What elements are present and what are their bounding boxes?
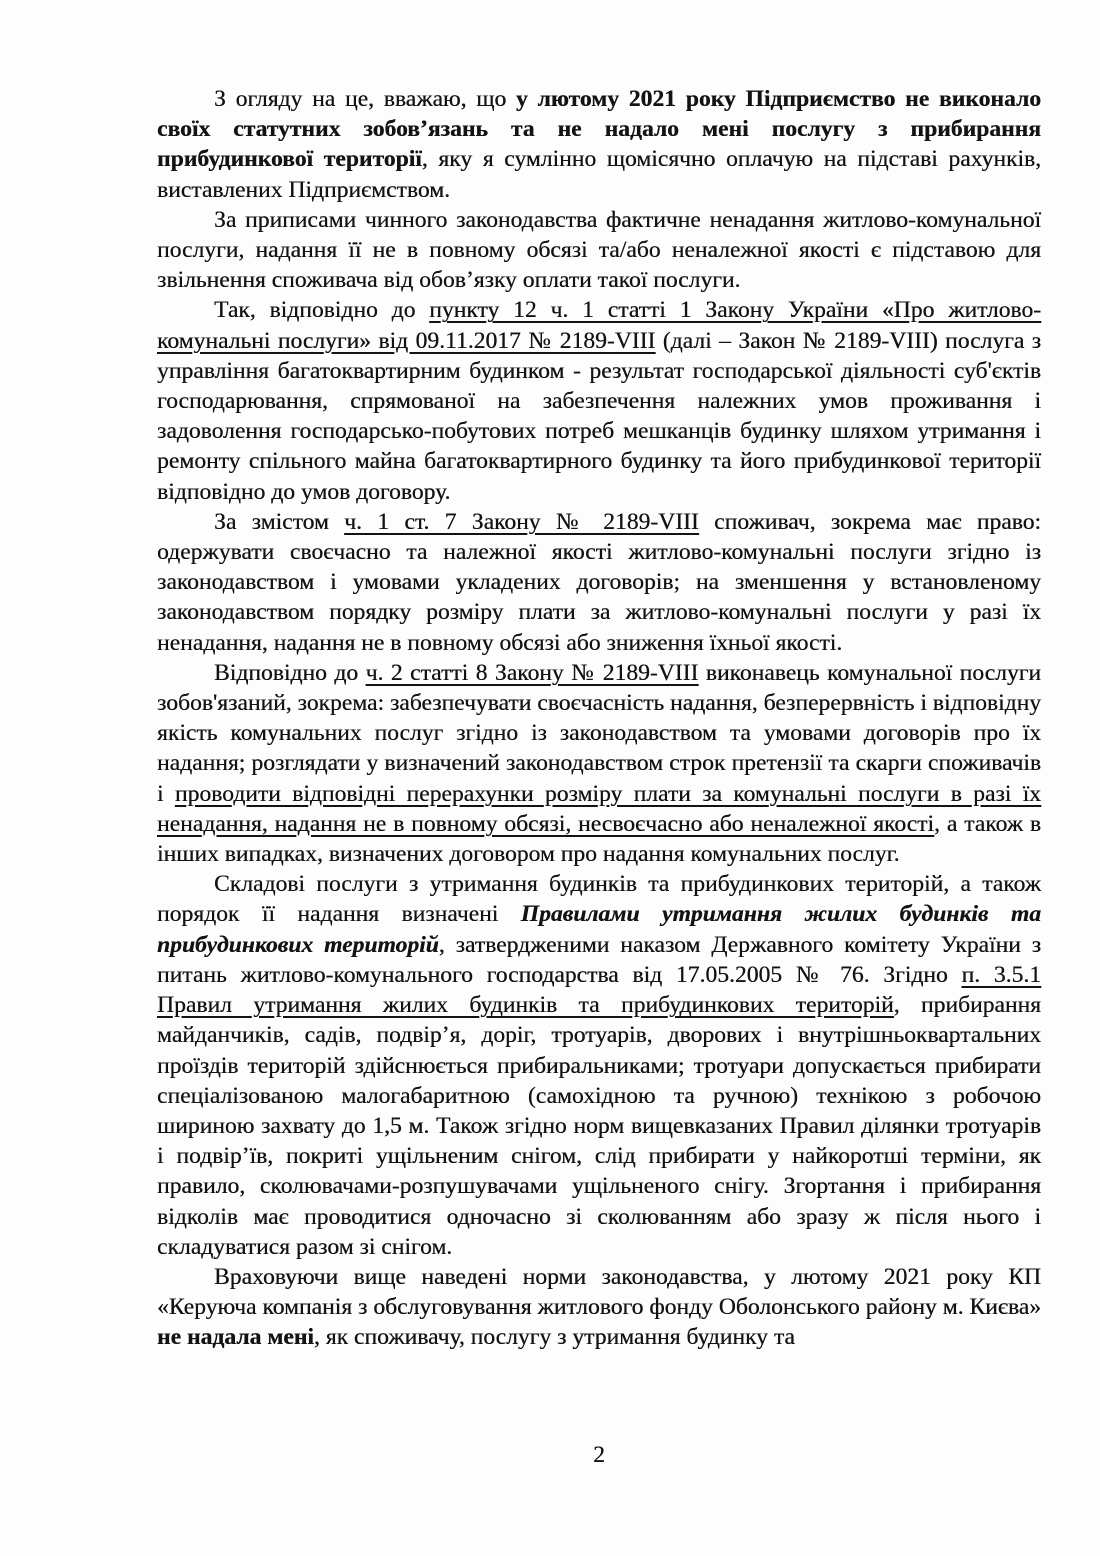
text-run: , а також в інших випадках, визначених договором про надання комунальних послуг. [157,810,1041,868]
text-run: ч. 1 ст. 7 Закону № 2189-VIII [344,508,699,535]
paragraph [157,507,1041,658]
text-run: пункту 12 ч. 1 статті 1 Закону України «Про житлово-комунальні послуги» від 09.11.2017 № 2189-VIII [157,297,1042,354]
text-run: виконавець комунальної послуги зобов'язаний, зокрема: забезпечувати своєчасність надання, безперервність і відповідну якість комунальних послуг згідно із законодавством та умовами договорів про їх надання; розглядати у визначений законодавством строк претензії та скарги споживачів і [157,659,1041,807]
text-run: у лютому 2021 року Підприємство не виконало своїх статутних зобов’язань та не надало мені послугу з прибирання прибудинкової території [157,86,1041,173]
text-run: З огляду на це, вважаю, що [214,86,516,112]
text-run: ч. 2 статті 8 Закону № 2189-VIII [365,659,699,686]
paragraph [157,658,1041,869]
text-run: , як споживачу, послугу з утримання будинку та [313,1324,795,1351]
text-run: Правилами утримання жилих будинків та прибудинкових територій [157,901,1041,958]
text-run: Враховуючи вище наведені норми законодавства, у лютому 2021 року КП «Керуюча компанія з обслуговування житлового фонду Оболонського району м. Києва» [157,1263,1041,1321]
text-run: За змістом [214,508,345,535]
text-run: проводити відповідні перерахунки розміру плати за комунальні послуги в разі їх ненадання, надання не в повному обсязі, несвоєчасно або неналежної якості [157,780,1041,837]
paragraph [157,295,1041,506]
paragraph [157,205,1041,296]
document-body [157,84,1041,1353]
text-run: споживач, зокрема має право: одержувати своєчасно та належної якості житлово-комунальні послуги згідно із законодавством і умовами укладених договорів; на зменшення у встановленому законодавством порядку розміру плати за житлово-комунальні послуги у разі їх ненадання, надання не в повному обсязі або зниження їхньої якості. [157,508,1041,656]
page-number: 2 [593,1442,605,1468]
paragraph [157,869,1041,1262]
paragraph [157,1262,1041,1353]
text-run: п. 3.5.1 Правил утримання жилих будинків та прибудинкових територій [157,961,1041,1019]
text-run: не надала мені [157,1324,314,1351]
text-run: , затвердженими наказом Державного комітету України з питань житлово-комунального господарства від 17.05.2005 № 76. Згідно [157,931,1041,988]
text-run: Відповідно до [214,659,366,686]
text-run: Складові послуги з утримання будинків та прибудинкових територій, а також порядок її надання визначені [157,871,1041,928]
text-run: (далі – Закон № 2189-VIII) послуга з управління багатоквартирним будинком - результат господарської діяльності суб'єктів господарювання, спрямованої на забезпечення належних умов проживання і задоволення господарсько-побутових потреб мешканців будинку шляхом утримання і ремонту спільного майна багатоквартирного будинку та його прибудинкової території відповідно до умов договору. [157,327,1042,505]
text-run: , прибирання майданчиків, садів, подвір’я, доріг, тротуарів, дворових і внутрішньоквартальних проїздів територій здійснюється прибиральниками; тротуари допускається прибирати спеціалізованою малогабаритною (самохідною та ручною) технікою з робочою шириною захвату до 1,5 м. Також згідно норм вищевказаних Правил ділянки тротуарів і подвір’їв, покриті ущільненим снігом, слід прибирати у найкоротші терміни, як правило, сколювачами-розпушувачами ущільненого снігу. Згортання і прибирання відколів має проводитися одночасно зі сколюванням або зразу ж після нього і складуватися разом зі снігом. [157,992,1041,1260]
paragraph [157,84,1041,205]
text-run: За приписами чинного законодавства фактичне ненадання житлово-комунальної послуги, надання її не в повному обсязі та/або неналежної якості є підставою для звільнення споживача від обов’язку оплати такої послуги. [157,206,1041,294]
text-run: Так, відповідно до [214,297,430,324]
text-run: , яку я сумлінно щомісячно оплачую на підставі рахунків, виставлених Підприємством. [157,146,1041,203]
